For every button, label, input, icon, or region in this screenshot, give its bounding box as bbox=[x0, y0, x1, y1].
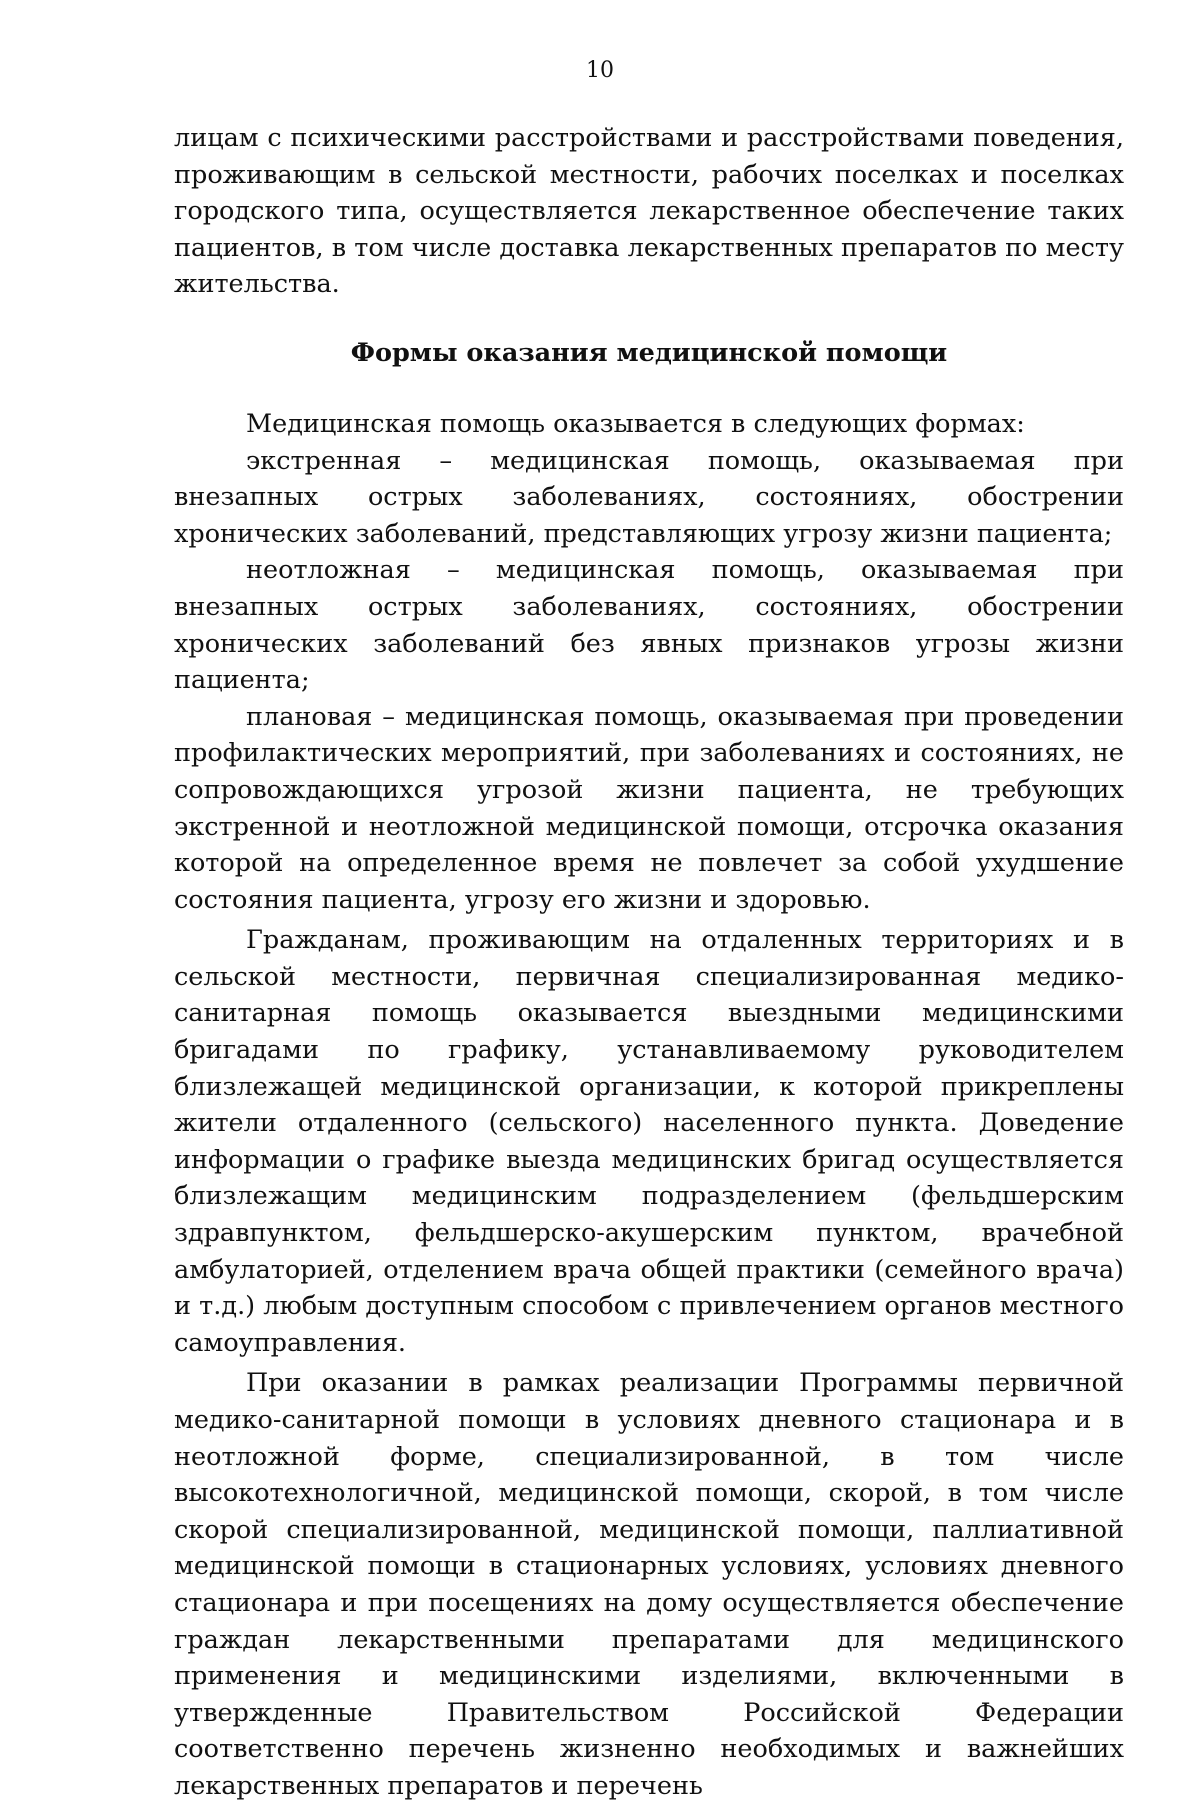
paragraph-forms-lead: Медицинская помощь оказывается в следующих формах: bbox=[246, 408, 1025, 439]
paragraph-medication: При оказании в рамках реализации Программы первичной медико-санитарной помощи в условиях дневного стационара и в неотложной форме, специализированной, в том числе высокотехнологичной, медицинской помощи, скорой, в том числе скорой специализированной, медицинской помощи, паллиативной медицинской помощи в стационарных условиях, условиях дневного стационара и при посещениях на дому осуществляется обеспечение граждан лекарственными препаратами для медицинского применения и медицинскими изделиями, включенными в утвержденные Правительством Российской Федерации соответственно перечень жизненно необходимых и важнейших лекарственных препаратов и перечень bbox=[174, 1368, 1124, 1801]
section-heading: Формы оказания медицинской помощи bbox=[350, 337, 948, 368]
paragraph-planned: плановая – медицинская помощь, оказываемая при проведении профилактических мероприятий, при заболеваниях и состояниях, не сопровождающихся угрозой жизни пациента, не требующих экстренной и неотложной медицинской помощи, отсрочка оказания которой на определенное время не повлечет за собой ухудшение состояния пациента, угрозу его жизни и здоровью. bbox=[174, 701, 1124, 915]
paragraph-intro: лицам с психическими расстройствами и расстройствами поведения, проживающим в сельской местности, рабочих поселках и поселках городского типа, осуществляется лекарственное обеспечение таких пациентов, в том числе доставка лекарственных препаратов по месту жительства. bbox=[174, 123, 1124, 300]
paragraph-emergency: экстренная – медицинская помощь, оказываемая при внезапных острых заболеваниях, состояниях, обострении хронических заболеваний, представляющих угрозу жизни пациента; bbox=[174, 445, 1124, 549]
paragraph-urgent: неотложная – медицинская помощь, оказываемая при внезапных острых заболеваниях, состояниях, обострении хронических заболеваний без явных признаков угрозы жизни пациента; bbox=[174, 555, 1124, 696]
paragraph-remote: Гражданам, проживающим на отдаленных территориях и в сельской местности, первичная специализированная медико-санитарная помощь оказывается выездными медицинскими бригадами по графику, устанавливаемому руководителем близлежащей медицинской организации, к которой прикреплены жители отдаленного (сельского) населенного пункта. Доведение информации о графике выезда медицинских бригад осуществляется близлежащим медицинским подразделением (фельдшерским здравпунктом, фельдшерско-акушерским пунктом, врачебной амбулаторией, отделением врача общей практики (семейного врача) и т.д.) любым доступным способом с привлечением органов местного самоуправления. bbox=[174, 925, 1124, 1358]
page-body bbox=[174, 120, 1124, 1805]
page-number: 10 bbox=[586, 58, 614, 83]
